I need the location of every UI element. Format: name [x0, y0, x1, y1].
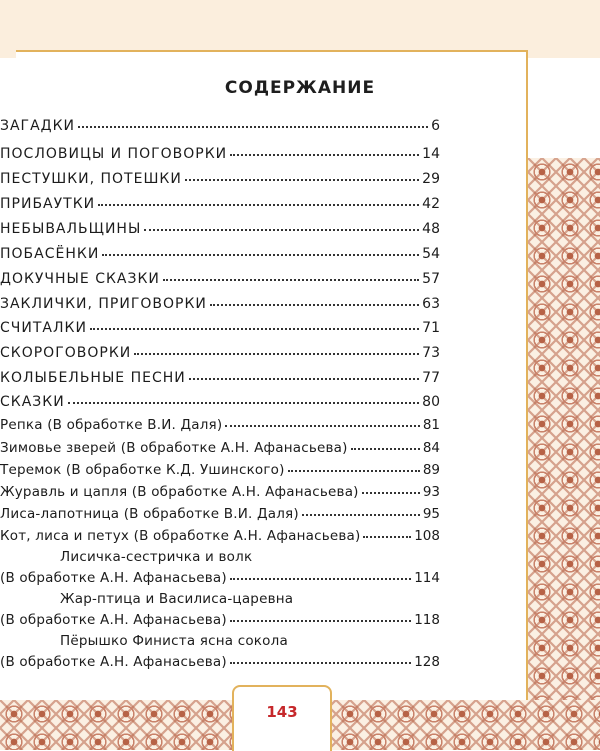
toc-subentry[interactable]: [0, 484, 440, 500]
toc-subentry-label: Журавль и цапля (В обработке А.Н. Афанасьева): [0, 484, 359, 500]
toc-subentry-label: Зимовье зверей (В обработке А.Н. Афанасьева): [0, 440, 348, 456]
toc-entry-label: СКОРОГОВОРКИ: [0, 345, 132, 361]
toc-entry[interactable]: [0, 296, 440, 312]
toc-entry-label: СКАЗКИ: [0, 394, 65, 410]
toc-subentry-title[interactable]: Лисичка-сестричка и волк: [60, 549, 253, 565]
toc-entry[interactable]: [0, 221, 440, 237]
toc-subentry-title[interactable]: Пёрышко Финиста ясна сокола: [60, 633, 288, 649]
toc-subentry-label: Кот, лиса и петух (В обработке А.Н. Афанасьева): [0, 528, 361, 544]
toc-subentry-page: 95: [422, 506, 440, 522]
toc-entry-label: ЗАГАДКИ: [0, 118, 76, 134]
leader-dots: [102, 250, 419, 256]
leader-dots: [98, 200, 419, 206]
leader-dots: [230, 574, 411, 580]
toc-entry-page: 73: [422, 345, 440, 361]
toc-entry[interactable]: [0, 146, 440, 162]
leader-dots: [302, 510, 420, 516]
leader-dots: [163, 275, 419, 281]
toc-entry[interactable]: [0, 271, 440, 287]
toc-subentry[interactable]: [0, 528, 440, 544]
toc-subentry-page: 118: [414, 612, 440, 628]
toc-entry-page: 63: [422, 296, 440, 312]
toc-entry-page: 80: [422, 394, 440, 410]
toc-entry[interactable]: [0, 171, 440, 187]
leader-dots: [210, 300, 419, 306]
leader-dots: [144, 225, 419, 231]
toc-subentry-page: 84: [422, 440, 440, 456]
toc-entry[interactable]: [0, 118, 440, 134]
toc-entry-page: 6: [431, 118, 440, 134]
toc-entry-label: ЗАКЛИЧКИ, ПРИГОВОРКИ: [0, 296, 207, 312]
toc-entry[interactable]: [0, 370, 440, 386]
toc-entry[interactable]: [0, 345, 440, 361]
toc-entry-label: ПОБАСЁНКИ: [0, 246, 100, 262]
toc-entry[interactable]: [0, 246, 440, 262]
toc-entry-label: ДОКУЧНЫЕ СКАЗКИ: [0, 271, 160, 287]
toc-entry-page: 71: [422, 320, 440, 336]
toc-entry-label: СЧИТАЛКИ: [0, 320, 87, 336]
toc-subentry[interactable]: [0, 612, 440, 628]
toc-subentry[interactable]: [0, 417, 440, 433]
toc-entry[interactable]: [0, 394, 440, 410]
toc-subentry-page: 108: [414, 528, 440, 544]
page-title: СОДЕРЖАНИЕ: [224, 78, 376, 98]
leader-dots: [185, 175, 419, 181]
toc-entry-page: 42: [422, 196, 440, 212]
toc-subentry-page: 114: [414, 570, 440, 586]
toc-entry-page: 14: [422, 146, 440, 162]
toc-entry-page: 48: [422, 221, 440, 237]
leader-dots: [78, 122, 428, 128]
leader-dots: [230, 658, 411, 664]
toc-entry-page: 77: [422, 370, 440, 386]
leader-dots: [351, 444, 420, 450]
toc-subentry-label: Лиса-лапотница (В обработке В.И. Даля): [0, 506, 299, 522]
toc-subentry[interactable]: [0, 654, 440, 670]
page-number: 143: [266, 703, 298, 721]
toc-subentry-label: (В обработке А.Н. Афанасьева): [0, 612, 227, 628]
leader-dots: [90, 324, 419, 330]
leader-dots: [134, 349, 419, 355]
toc-subentry-title[interactable]: Жар-птица и Василиса-царевна: [60, 591, 294, 607]
toc-subentry-page: 128: [414, 654, 440, 670]
toc-subentry[interactable]: [0, 440, 440, 456]
leader-dots: [225, 421, 420, 427]
toc-subentry[interactable]: [0, 570, 440, 586]
leader-dots: [230, 150, 419, 156]
toc-entry[interactable]: [0, 196, 440, 212]
toc-subentry-page: 81: [422, 417, 440, 433]
toc-entry-label: ПРИБАУТКИ: [0, 196, 96, 212]
toc-subentry-label: Репка (В обработке В.И. Даля): [0, 417, 223, 433]
ornament-border-right: [528, 158, 600, 750]
toc-subentry-page: 93: [422, 484, 440, 500]
leader-dots: [189, 374, 419, 380]
leader-dots: [288, 466, 420, 472]
toc-subentry-page: 89: [422, 462, 440, 478]
toc-entry-page: 29: [422, 171, 440, 187]
leader-dots: [230, 616, 411, 622]
toc-entry-label: НЕБЫВАЛЬЩИНЫ: [0, 221, 142, 237]
leader-dots: [363, 532, 411, 538]
toc-subentry-label: (В обработке А.Н. Афанасьева): [0, 570, 227, 586]
toc-entry[interactable]: [0, 320, 440, 336]
leader-dots: [68, 398, 419, 404]
toc-entry-page: 54: [422, 246, 440, 262]
toc-entry-label: ПЕСТУШКИ, ПОТЕШКИ: [0, 171, 182, 187]
toc-subentry-label: (В обработке А.Н. Афанасьева): [0, 654, 227, 670]
toc-subentry-label: Теремок (В обработке К.Д. Ушинского): [0, 462, 285, 478]
toc-entry-label: ПОСЛОВИЦЫ И ПОГОВОРКИ: [0, 146, 228, 162]
toc-entry-page: 57: [422, 271, 440, 287]
toc-subentry[interactable]: [0, 462, 440, 478]
toc-entry-label: КОЛЫБЕЛЬНЫЕ ПЕСНИ: [0, 370, 186, 386]
toc-subentry[interactable]: [0, 506, 440, 522]
leader-dots: [362, 488, 420, 494]
